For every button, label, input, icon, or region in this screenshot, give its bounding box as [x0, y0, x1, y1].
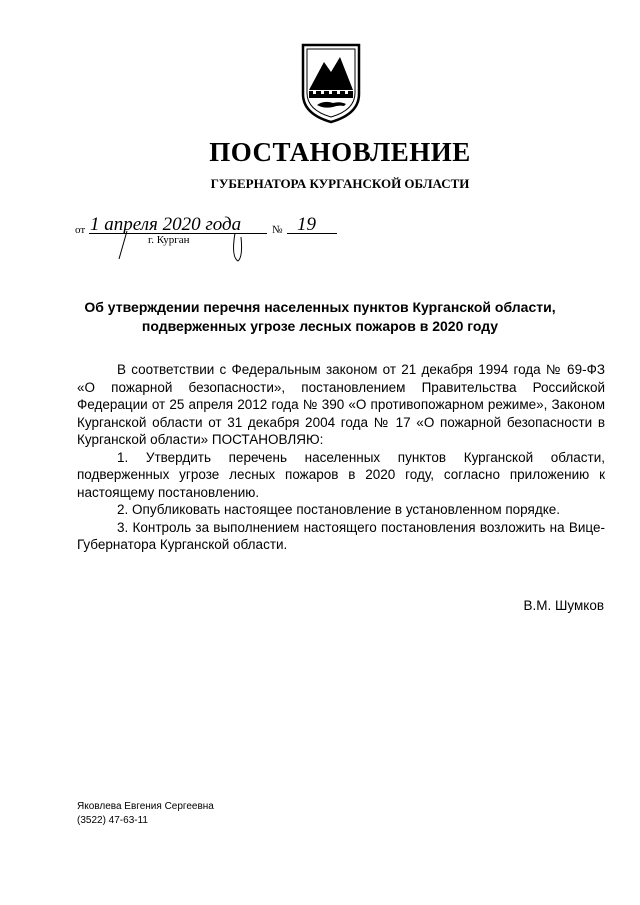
executor-name: Яковлева Евгения Сергеевна [77, 801, 214, 812]
executor-phone: (3522) 47-63-11 [77, 815, 148, 826]
number-prefix-label: № [272, 224, 283, 236]
executor-info [77, 800, 214, 828]
date-prefix-label: от [75, 224, 86, 236]
handwritten-date: 1 апреля 2020 года [90, 214, 242, 235]
document-title-line: Об утверждении перечня населенных пунктов Курганской области, [84, 299, 556, 315]
date-number-line [75, 214, 375, 267]
preamble-paragraph: В соответствии с Федеральным законом от 21 декабря 1994 года № 69-ФЗ «О пожарной безопасности», постановлением Правительства Российской Федерации от 25 апреля 2012 года № 390 «О противопожарном режиме», Законом Курганской области от 31 декабря 2004 года № 17 «О пожарной безопасности в Курганской области» ПОСТАНОВЛЯЮ: [77, 362, 605, 447]
signatory-name: В.М. Шумков [523, 598, 604, 613]
document-title-line: подверженных угрозе лесных пожаров в 2020 году [141, 318, 499, 334]
clause-paragraph: 2. Опубликовать настоящее постановление в установленном порядке. [117, 502, 561, 517]
document-body [77, 361, 605, 554]
coat-of-arms-icon [300, 42, 362, 124]
document-title [80, 298, 560, 336]
handwritten-number: 19 [297, 214, 316, 235]
document-type-heading: ПОСТАНОВЛЕНИЕ [209, 137, 471, 167]
authority-subheading: ГУБЕРНАТОРА КУРГАНСКОЙ ОБЛАСТИ [210, 176, 470, 191]
handwriting-flourish-icon [75, 217, 375, 267]
clause-paragraph: 1. Утвердить перечень населенных пунктов Курганской области, подверженных угрозе лесных пожаров в 2020 году, согласно приложению к настоящему постановлению. [77, 449, 605, 500]
place-label: г. Курган [148, 234, 190, 246]
clause-paragraph: 3. Контроль за выполнением настоящего постановления возложить на Вице-Губернатора Курганской области. [77, 519, 605, 552]
